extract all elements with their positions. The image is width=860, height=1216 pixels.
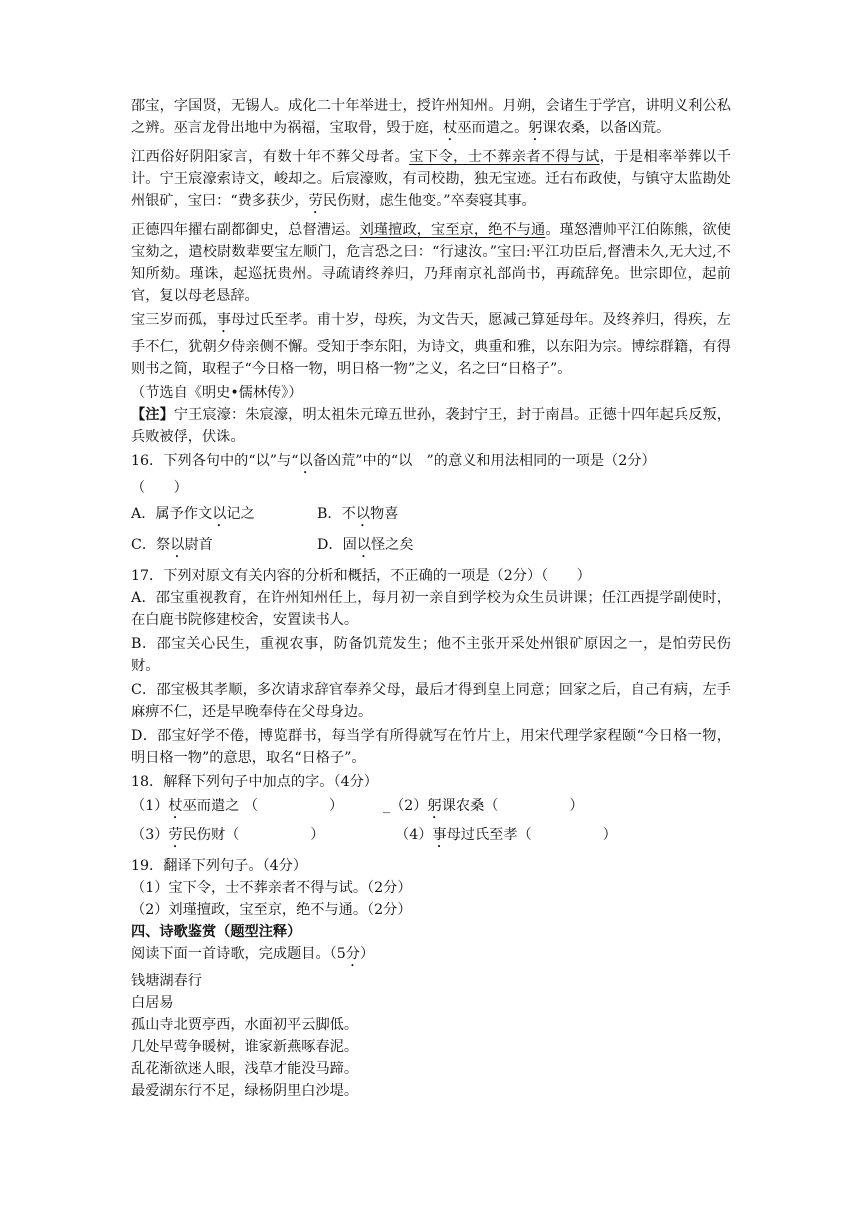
question-19-sentence-1: （1）宝下令，士不葬亲者不得与试。（2分） [131, 880, 412, 896]
answer-paren: （ ） [131, 480, 188, 496]
passage-paragraph-4: 宝三岁而孤，事母过氏至孝。甫十岁，母疾，为文告天，愿减己算延母年。及终养归，得疾，左手不仁，犹朝夕侍亲侧不懈。受知于李东阳，为诗文，典重和雅，以东阳为宗。博综群籍，有得则书之简，取程子“今日格一物，明日格一物”之义，名之曰“日格子”。 [131, 312, 731, 377]
question-18-row-1 [131, 795, 731, 822]
dotted-char: 躬 [528, 120, 543, 136]
question-17-option-c: C．邵宝极其孝顺，多次请求辞官奉养父母，最后才得到皇上同意；回家之后，自己有病，左手麻痹不仁，还是早晚奉侍在父母身边。 [131, 682, 731, 720]
document-page [131, 95, 731, 1102]
question-17-option-b: B．邵宝关心民生，重视农事，防备饥荒发生；他不主张开采处州银矿原因之一，是怕劳民伤财。 [131, 636, 731, 674]
dotted-char: 劳 [308, 193, 323, 209]
dotted-char: 杖 [443, 120, 458, 136]
question-19-sentence-2: （2）刘瑾擅政，宝至京，绝不与通。（2分） [131, 902, 412, 918]
passage-paragraph-2: 江西俗好阴阳家言，有数十年不葬父母者。宝下令，士不葬亲者不得与试，于是相率举葬以千计。宁王宸濠索诗文，峻却之。后宸濠败，有司校勘，独无宝迹。迁右布政使，与镇守太监勘处州银矿，宝曰：“费多获少，劳民伤财，虑生他变。”卒奏寝其事。 [131, 149, 731, 209]
option-c: C．祭以尉首 [131, 537, 213, 553]
item-1: （1）杖巫而遣之 （ ） [131, 798, 344, 814]
passage-source: （节选自《明史•儒林传》） [131, 385, 303, 401]
poem-author: 白居易 [131, 995, 174, 1011]
passage-note: 【注】宁王宸濠：朱宸濠，明太祖朱元璋五世孙，袭封宁王，封于南昌。正德十四年起兵反叛，兵败被俘，伏诛。 [131, 407, 731, 445]
option-a: A．属予作文以记之 [131, 506, 255, 522]
item-4: （4）事母过氏至孝（ ） [395, 827, 617, 843]
item-2: _（2）躬课农桑（ ） [383, 798, 584, 814]
note-label: 【注】 [131, 407, 174, 423]
passage-paragraph-3: 正德四年擢右副都御史，总督漕运。刘瑾擅政，宝至京，绝不与通。瑾怒漕帅平江伯陈熊，欲使宝劾之，遣校尉数辈要宝左顺门，危言恐之曰：“行逮汝。”宝曰:平江功臣后,督漕未久,无大过,不知所劾。瑾诛，起巡抚贵州。寻疏请终养归，乃拜南京礼部尚书，再疏辞免。世宗即位，起前官，复以母老恳辞。 [131, 222, 731, 304]
question-16-options-ab [131, 503, 731, 530]
question-17-option-d: D．邵宝好学不倦，博览群书，每当学有所得就写在竹片上，用宋代理学家程颐“今日格一物，明日格一物”的意思，取名“日格子”。 [131, 728, 731, 766]
passage-paragraph-1: 邵宝，字国贤，无锡人。成化二十年举进士，授许州知州。月朔，会诸生于学宫，讲明义利公私之辨。巫言龙骨出地中为祸福，宝取骨，毁于庭，杖巫而遣之。躬课农桑，以备凶荒。 [131, 98, 731, 136]
question-16-stem: 16．下列各句中的“以”与“以备凶荒”中的“以 ”的意义和用法相同的一项是（2分） （ ） [131, 453, 656, 496]
underlined-sentence-2: 刘瑾擅政，宝至京，绝不与通 [359, 222, 546, 238]
question-19-stem: 19．翻译下列句子。（4分） [131, 858, 308, 874]
poem-line: 几处早莺争暖树，谁家新燕啄春泥。 [131, 1039, 359, 1055]
option-d: D．固以怪之矣 [317, 537, 414, 553]
poem-line: 乱花渐欲迷人眼，浅草才能没马蹄。 [131, 1061, 359, 1077]
question-17-stem: 17．下列对原文有关内容的分析和概括，不正确的一项是（2分）（ ） [131, 568, 591, 584]
question-17-option-a: A．邵宝重视教育，在许州知州任上，每月初一亲自到学校为众生员讲课；任江西提学副使时，在白鹿书院修建校舍，安置读书人。 [131, 590, 731, 628]
option-b: B．不以物喜 [317, 506, 399, 522]
poem-line: 孤山寺北贾亭西，水面初平云脚低。 [131, 1017, 359, 1033]
dotted-char: 以 [298, 453, 313, 469]
question-18-stem: 18．解释下列句子中加点的字。（4分） [131, 774, 378, 790]
poem-title: 钱塘湖春行 [131, 973, 202, 989]
underlined-sentence-1: 宝下令，士不葬亲者不得与试 [409, 149, 600, 165]
section-intro: 阅读下面一首诗歌，完成题目。（5分） [131, 946, 375, 962]
dotted-char: 事 [216, 312, 232, 328]
question-16-options-cd [131, 534, 731, 561]
section-heading: 四、诗歌鉴赏（题型注释） [131, 924, 302, 940]
poem-line: 最爱湖东行不足，绿杨阴里白沙堤。 [131, 1083, 359, 1099]
question-18-row-2 [131, 824, 731, 851]
item-3: （3）劳民伤财（ ） [131, 827, 325, 843]
